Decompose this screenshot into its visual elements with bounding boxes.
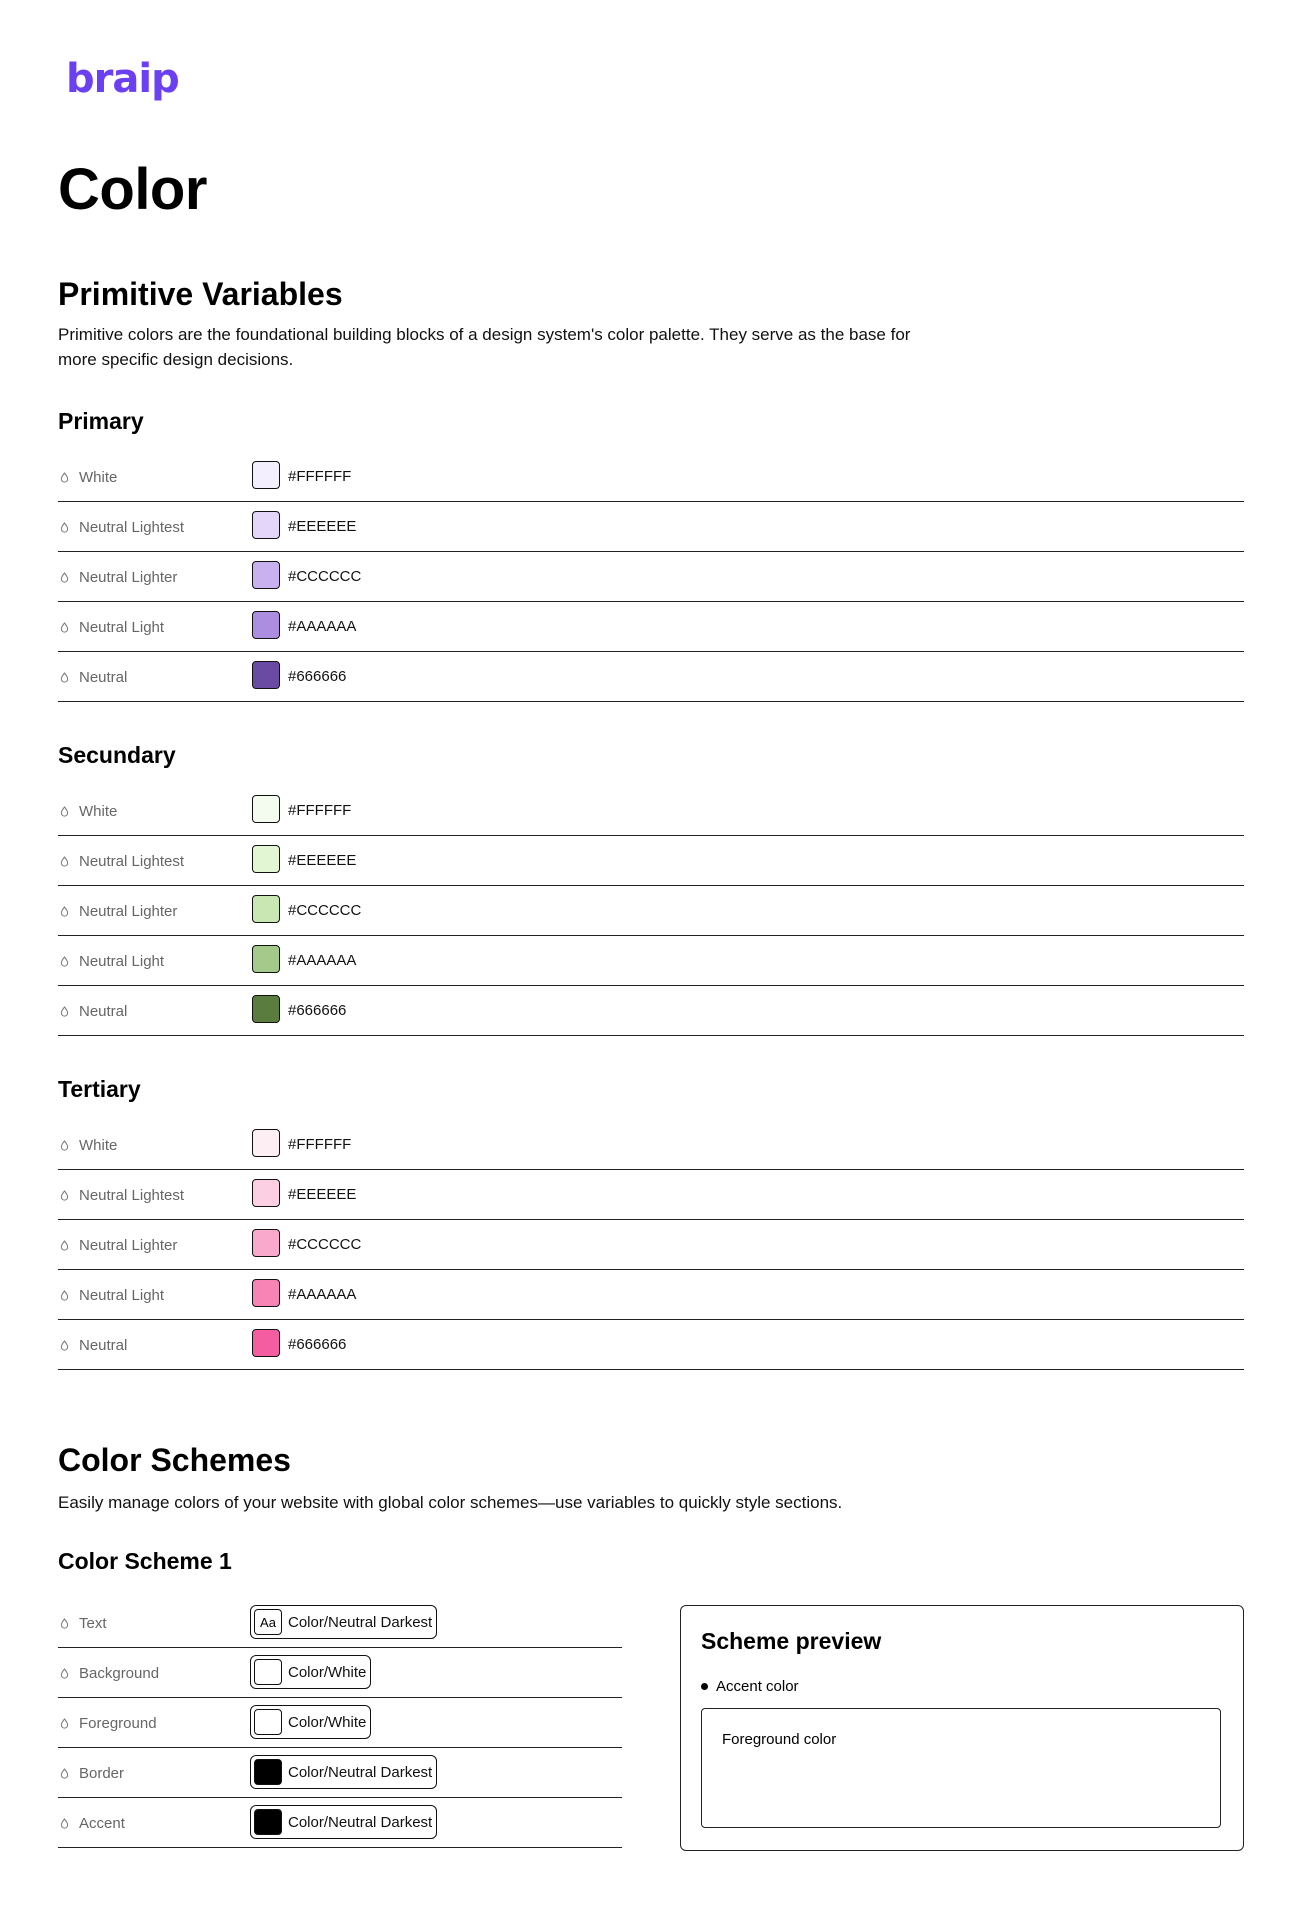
variable-label: Color/Neutral Darkest bbox=[288, 1813, 433, 1831]
scheme-row bbox=[58, 1598, 622, 1648]
droplet-icon bbox=[60, 956, 69, 967]
variable-swatch bbox=[254, 1759, 282, 1785]
scheme-role bbox=[58, 1748, 124, 1798]
color-name-label: Neutral Lightest bbox=[79, 1186, 185, 1204]
group-heading-primary: Primary bbox=[58, 408, 144, 434]
color-swatch bbox=[252, 1329, 280, 1357]
hex-value: #CCCCCC bbox=[288, 568, 362, 585]
hex-value: #AAAAAA bbox=[288, 618, 357, 635]
color-swatch bbox=[252, 845, 280, 873]
primitive-description-line2: more specific design decisions. bbox=[58, 350, 294, 369]
color-name bbox=[58, 1220, 177, 1270]
scheme-role bbox=[58, 1698, 157, 1748]
droplet-icon bbox=[60, 1290, 69, 1301]
color-swatch bbox=[252, 895, 280, 923]
color-name bbox=[58, 1270, 164, 1320]
variable-chip[interactable] bbox=[250, 1655, 371, 1689]
color-swatch bbox=[252, 1129, 280, 1157]
page-title: Color bbox=[58, 157, 207, 222]
color-row bbox=[58, 936, 1244, 986]
schemes-heading: Color Schemes bbox=[58, 1442, 291, 1478]
primitive-heading: Primitive Variables bbox=[58, 276, 343, 312]
scheme-role-label: Background bbox=[79, 1664, 160, 1682]
accent-color-label: Accent color bbox=[716, 1678, 799, 1695]
color-row bbox=[58, 1120, 1244, 1170]
hex-value: #CCCCCC bbox=[288, 1236, 362, 1253]
droplet-icon bbox=[60, 806, 69, 817]
hex-value: #666666 bbox=[288, 1002, 347, 1019]
color-row bbox=[58, 652, 1244, 702]
hex-value: #FFFFFF bbox=[288, 1136, 352, 1153]
scheme-row bbox=[58, 1698, 622, 1748]
color-row bbox=[58, 602, 1244, 652]
color-name bbox=[58, 652, 127, 702]
color-swatch bbox=[252, 511, 280, 539]
color-name bbox=[58, 552, 177, 602]
hex-value: #EEEEEE bbox=[288, 852, 357, 869]
droplet-icon bbox=[60, 856, 69, 867]
variable-swatch bbox=[254, 1659, 282, 1685]
color-row bbox=[58, 886, 1244, 936]
color-name bbox=[58, 1320, 127, 1370]
scheme-role bbox=[58, 1648, 159, 1698]
hex-value: #CCCCCC bbox=[288, 902, 362, 919]
color-table-secundary bbox=[58, 786, 1244, 1036]
color-swatch bbox=[252, 1179, 280, 1207]
color-row bbox=[58, 452, 1244, 502]
droplet-icon bbox=[60, 672, 69, 683]
color-name bbox=[58, 986, 127, 1036]
droplet-icon bbox=[60, 1240, 69, 1251]
color-name bbox=[58, 602, 164, 652]
droplet-icon bbox=[60, 522, 69, 533]
droplet-icon bbox=[60, 1668, 69, 1679]
schemes-description: Easily manage colors of your website with global color schemes—use variables to quickly style sections. bbox=[58, 1493, 843, 1512]
color-name-label: Neutral Lightest bbox=[79, 852, 185, 870]
color-swatch bbox=[252, 611, 280, 639]
scheme-role-label: Border bbox=[79, 1764, 125, 1782]
color-row bbox=[58, 1220, 1244, 1270]
accent-color-item bbox=[701, 1678, 799, 1695]
variable-label: Color/White bbox=[288, 1663, 367, 1681]
variable-swatch bbox=[254, 1709, 282, 1735]
color-swatch bbox=[252, 1229, 280, 1257]
color-name bbox=[58, 452, 117, 502]
hex-value: #AAAAAA bbox=[288, 1286, 357, 1303]
color-table-primary bbox=[58, 452, 1244, 702]
variable-chip[interactable] bbox=[250, 1605, 437, 1639]
color-name bbox=[58, 836, 184, 886]
color-swatch bbox=[252, 461, 280, 489]
hex-value: #FFFFFF bbox=[288, 802, 352, 819]
droplet-icon bbox=[60, 1718, 69, 1729]
color-name-label: White bbox=[79, 802, 118, 820]
droplet-icon bbox=[60, 1340, 69, 1351]
scheme-role-label: Accent bbox=[79, 1814, 125, 1832]
hex-value: #666666 bbox=[288, 668, 347, 685]
scheme-row bbox=[58, 1748, 622, 1798]
droplet-icon bbox=[60, 1006, 69, 1017]
color-row bbox=[58, 502, 1244, 552]
droplet-icon bbox=[60, 1768, 69, 1779]
color-row bbox=[58, 836, 1244, 886]
scheme1-heading: Color Scheme 1 bbox=[58, 1548, 232, 1574]
droplet-icon bbox=[60, 906, 69, 917]
variable-label: Color/Neutral Darkest bbox=[288, 1763, 433, 1781]
color-swatch bbox=[252, 945, 280, 973]
group-heading-tertiary: Tertiary bbox=[58, 1076, 141, 1102]
scheme-role-label: Text bbox=[79, 1614, 107, 1632]
color-swatch bbox=[252, 995, 280, 1023]
hex-value: #EEEEEE bbox=[288, 518, 357, 535]
color-swatch bbox=[252, 561, 280, 589]
color-name-label: Neutral Light bbox=[79, 1286, 165, 1304]
droplet-icon bbox=[60, 1140, 69, 1151]
color-name bbox=[58, 786, 117, 836]
droplet-icon bbox=[60, 1618, 69, 1629]
color-name-label: White bbox=[79, 1136, 118, 1154]
hex-value: #FFFFFF bbox=[288, 468, 352, 485]
color-name-label: Neutral bbox=[79, 1336, 128, 1354]
scheme-role-label: Foreground bbox=[79, 1714, 157, 1732]
primitive-description bbox=[58, 322, 910, 372]
color-name-label: Neutral Light bbox=[79, 952, 165, 970]
color-name-label: Neutral bbox=[79, 668, 128, 686]
color-row bbox=[58, 1170, 1244, 1220]
color-name bbox=[58, 886, 177, 936]
color-name bbox=[58, 936, 164, 986]
droplet-icon bbox=[60, 472, 69, 483]
foreground-color-box bbox=[701, 1708, 1221, 1828]
group-heading-secundary: Secundary bbox=[58, 742, 176, 768]
color-row bbox=[58, 1270, 1244, 1320]
primitive-description-line1: Primitive colors are the foundational building blocks of a design system's color palette. They serve as the base for bbox=[58, 325, 911, 344]
scheme-row bbox=[58, 1648, 622, 1698]
color-name-label: Neutral Lightest bbox=[79, 518, 185, 536]
color-row bbox=[58, 786, 1244, 836]
variable-chip[interactable] bbox=[250, 1705, 371, 1739]
hex-value: #AAAAAA bbox=[288, 952, 357, 969]
color-name bbox=[58, 1170, 184, 1220]
color-swatch bbox=[252, 661, 280, 689]
color-row bbox=[58, 986, 1244, 1036]
color-name-label: Neutral Lighter bbox=[79, 1236, 178, 1254]
color-name bbox=[58, 1120, 117, 1170]
scheme-role bbox=[58, 1798, 125, 1848]
droplet-icon bbox=[60, 1190, 69, 1201]
variable-swatch: Aa bbox=[254, 1609, 282, 1635]
hex-value: #666666 bbox=[288, 1336, 347, 1353]
color-name bbox=[58, 502, 184, 552]
color-name-label: Neutral Light bbox=[79, 618, 165, 636]
bullet-icon bbox=[701, 1683, 708, 1690]
droplet-icon bbox=[60, 572, 69, 583]
color-table-tertiary bbox=[58, 1120, 1244, 1370]
scheme-row bbox=[58, 1798, 622, 1848]
scheme-role bbox=[58, 1598, 107, 1648]
droplet-icon bbox=[60, 1818, 69, 1829]
variable-chip[interactable] bbox=[250, 1805, 437, 1839]
variable-swatch bbox=[254, 1809, 282, 1835]
variable-label: Color/Neutral Darkest bbox=[288, 1613, 433, 1631]
color-swatch bbox=[252, 1279, 280, 1307]
scheme1-table bbox=[58, 1598, 622, 1848]
droplet-icon bbox=[60, 622, 69, 633]
variable-label: Color/White bbox=[288, 1713, 367, 1731]
hex-value: #EEEEEE bbox=[288, 1186, 357, 1203]
variable-chip[interactable] bbox=[250, 1755, 437, 1789]
brand-logo[interactable]: braip bbox=[66, 56, 179, 102]
scheme-preview-card bbox=[680, 1605, 1244, 1851]
color-name-label: Neutral Lighter bbox=[79, 902, 178, 920]
foreground-color-label: Foreground color bbox=[722, 1731, 837, 1748]
color-row bbox=[58, 552, 1244, 602]
color-name-label: Neutral Lighter bbox=[79, 568, 178, 586]
color-swatch bbox=[252, 795, 280, 823]
scheme-preview-title: Scheme preview bbox=[701, 1628, 882, 1654]
color-name-label: White bbox=[79, 468, 118, 486]
color-row bbox=[58, 1320, 1244, 1370]
color-name-label: Neutral bbox=[79, 1002, 128, 1020]
